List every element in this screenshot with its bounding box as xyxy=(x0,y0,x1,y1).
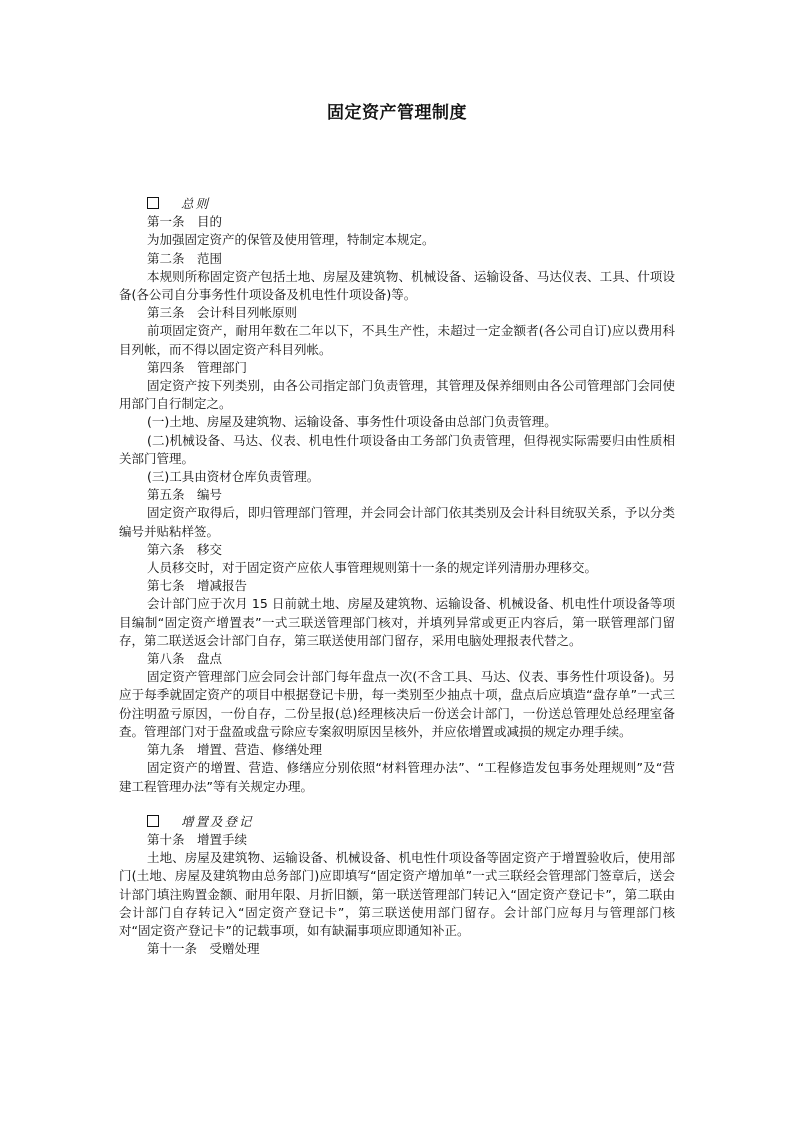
article-body: 固定资产管理部门应会同会计部门每年盘点一次(不含工具、马达、仪表、事务性什项设备)。另应于每季就固定资产的项目中根据登记卡册，每一类别至少抽点十项，盘点后应填造“盘存单”一式三份注明盈亏原因，一份自存，二份呈报(总)经理核决后一份送会计部门，一份送总管理处总经理室备查。管理部门对于盘盈或盘亏除应专案叙明原因呈核外，并应依增置或减损的规定办理手续。 xyxy=(119,669,675,739)
article-body: 前项固定资产，耐用年数在二年以下，不具生产性，未超过一定金额者(各公司自订)应以费用科目列帐，而不得以固定资产科目列帐。 xyxy=(119,323,675,357)
article-body: 为加强固定资产的保管及使用管理，特制定本规定。 xyxy=(147,232,435,248)
article-heading: 第四条 管理部门 xyxy=(147,359,248,375)
list-item: (二)机械设备、马达、仪表、机电性什项设备由工务部门负责管理，但得视实际需要归由性质相关部门管理。 xyxy=(119,432,675,466)
article-body: 人员移交时，对于固定资产应依人事管理规则第十一条的规定详列清册办理移交。 xyxy=(147,560,598,576)
list-item: (三)工具由资材仓库负责管理。 xyxy=(147,469,320,485)
section-title: 总则 xyxy=(181,196,211,211)
section-heading xyxy=(119,195,675,213)
document-body xyxy=(119,195,675,958)
article-body: 固定资产的增置、营造、修缮应分别依照“材料管理办法”、“工程修造发包事务处理规则”及“营建工程管理办法”等有关规定办理。 xyxy=(119,760,675,794)
article-body: 会计部门应于次月 15 日前就土地、房屋及建筑物、运输设备、机械设备、机电性什项设备等项目编制“固定资产增置表”一式三联送管理部门核对，并填列异常或更正内容后，第一联管理部门留存，第二联送返会计部门自存，第三联送使用部门留存，采用电脑处理报表代替之。 xyxy=(119,596,675,648)
article-heading: 第一条 目的 xyxy=(147,214,223,230)
list-item: (一)土地、房屋及建筑物、运输设备、事务性什项设备由总部门负责管理。 xyxy=(147,414,557,430)
section-title: 增置及登记 xyxy=(181,813,254,829)
article-heading: 第五条 编号 xyxy=(147,487,223,503)
article-heading: 第九条 增置、营造、修缮处理 xyxy=(147,742,323,758)
document-title: 固定资产管理制度 xyxy=(327,103,467,123)
article-heading: 第八条 盘点 xyxy=(147,651,223,667)
checkbox-icon xyxy=(147,815,159,827)
checkbox-icon xyxy=(147,197,159,209)
section-heading xyxy=(119,813,675,831)
article-body: 土地、房屋及建筑物、运输设备、机械设备、机电性什项设备等固定资产于增置验收后，使用部门(土地、房屋及建筑物由总务部门)应即填写“固定资产增加单”一式三联经会管理部门签章后，送会计部门填注购置金额、耐用年限、月折旧额，第一联送管理部门转记入“固定资产登记卡”，第二联由会计部门自存转记入“固定资产登记卡”，第三联送使用部门留存。会计部门应每月与管理部门核对“固定资产登记卡”的记载事项，如有缺漏事项应即通知补正。 xyxy=(119,850,675,938)
article-body: 本规则所称固定资产包括土地、房屋及建筑物、机械设备、运输设备、马达仪表、工具、什项设备(各公司自分事务性什项设备及机电性什项设备)等。 xyxy=(119,268,675,303)
article-heading: 第十条 增置手续 xyxy=(147,831,248,847)
article-heading: 第十一条 受赠处理 xyxy=(147,941,260,957)
article-heading: 第七条 增减报告 xyxy=(147,578,248,594)
article-heading: 第六条 移交 xyxy=(147,541,223,557)
article-heading: 第二条 范围 xyxy=(147,250,223,266)
article-body: 固定资产取得后，即归管理部门管理，并会同会计部门依其类别及会计科目统驭关系，予以分类编号并贴粘样签。 xyxy=(119,505,675,539)
article-body: 固定资产按下列类别，由各公司指定部门负责管理，其管理及保养细则由各公司管理部门会同使用部门自行制定之。 xyxy=(119,378,675,412)
article-heading: 第三条 会计科目列帐原则 xyxy=(147,305,298,321)
